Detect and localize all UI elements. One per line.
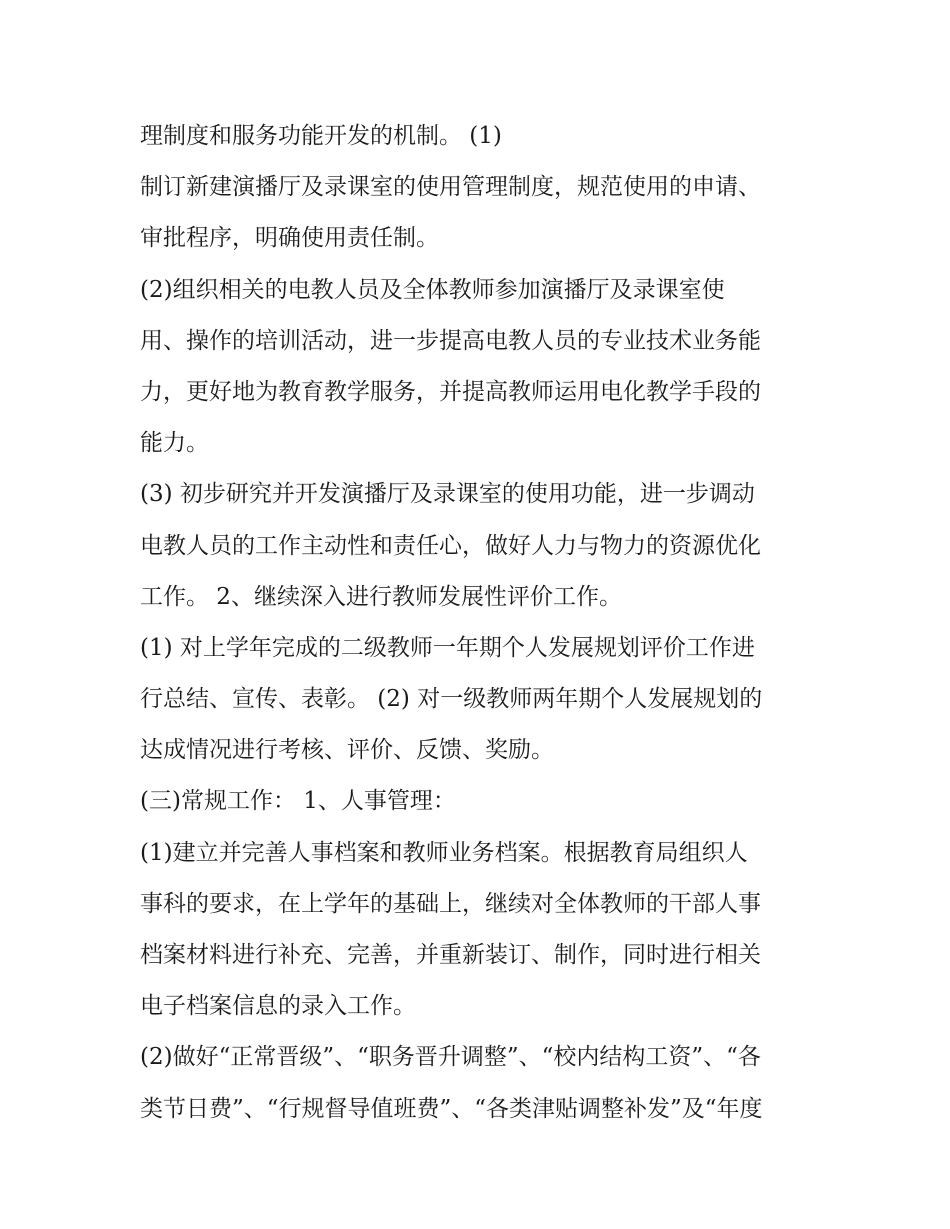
text-line: 电教人员的工作主动性和责任心，做好人力与物力的资源优化 — [140, 532, 761, 559]
text-line: (1)建立并完善人事档案和教师业务档案。根据教育局组织人 — [140, 839, 748, 866]
text-line: 工作。 2、继续深入进行教师发展性评价工作。 — [140, 583, 622, 610]
text-line: (2)做好“正常晋级”、“职务晋升调整”、“校内结构工资”、“各 — [140, 1044, 761, 1071]
text-line: 能力。 — [140, 430, 209, 457]
text-line: 用、操作的培训活动，进一步提高电教人员的专业技术业务能 — [140, 327, 761, 354]
text-line: 达成情况进行考核、评价、反馈、奖励。 — [140, 737, 554, 764]
text-line: 制订新建演播厅及录课室的使用管理制度，规范使用的申请、 — [140, 174, 761, 201]
text-line: 档案材料进行补充、完善，并重新装订、制作，同时进行相关 — [140, 942, 761, 968]
text-line: 行总结、宣传、表彰。 (2) 对一级教师两年期个人发展规划的 — [140, 686, 763, 713]
text-line: 理制度和服务功能开发的机制。 (1) — [140, 123, 502, 149]
text-line: 审批程序，明确使用责任制。 — [140, 225, 439, 252]
text-line: (1) 对上学年完成的二级教师一年期个人发展规划评价工作进 — [140, 634, 755, 661]
text-line: 电子档案信息的录入工作。 — [140, 993, 416, 1020]
text-line: 类节日费”、“行规督导值班费”、“各类津贴调整补发”及“年度 — [140, 1095, 763, 1122]
text-line: 力，更好地为教育教学服务，并提高教师运用电化教学手段的 — [140, 378, 761, 405]
document-body — [140, 111, 830, 1135]
text-line: 事科的要求，在上学年的基础上，继续对全体教师的干部人事 — [140, 890, 761, 917]
text-line: (2)组织相关的电教人员及全体教师参加演播厅及录课室使 — [140, 276, 725, 303]
text-line: (3) 初步研究并开发演播厅及录课室的使用功能，进一步调动 — [140, 481, 755, 508]
text-line: (三)常规工作： 1、人事管理： — [140, 788, 456, 815]
